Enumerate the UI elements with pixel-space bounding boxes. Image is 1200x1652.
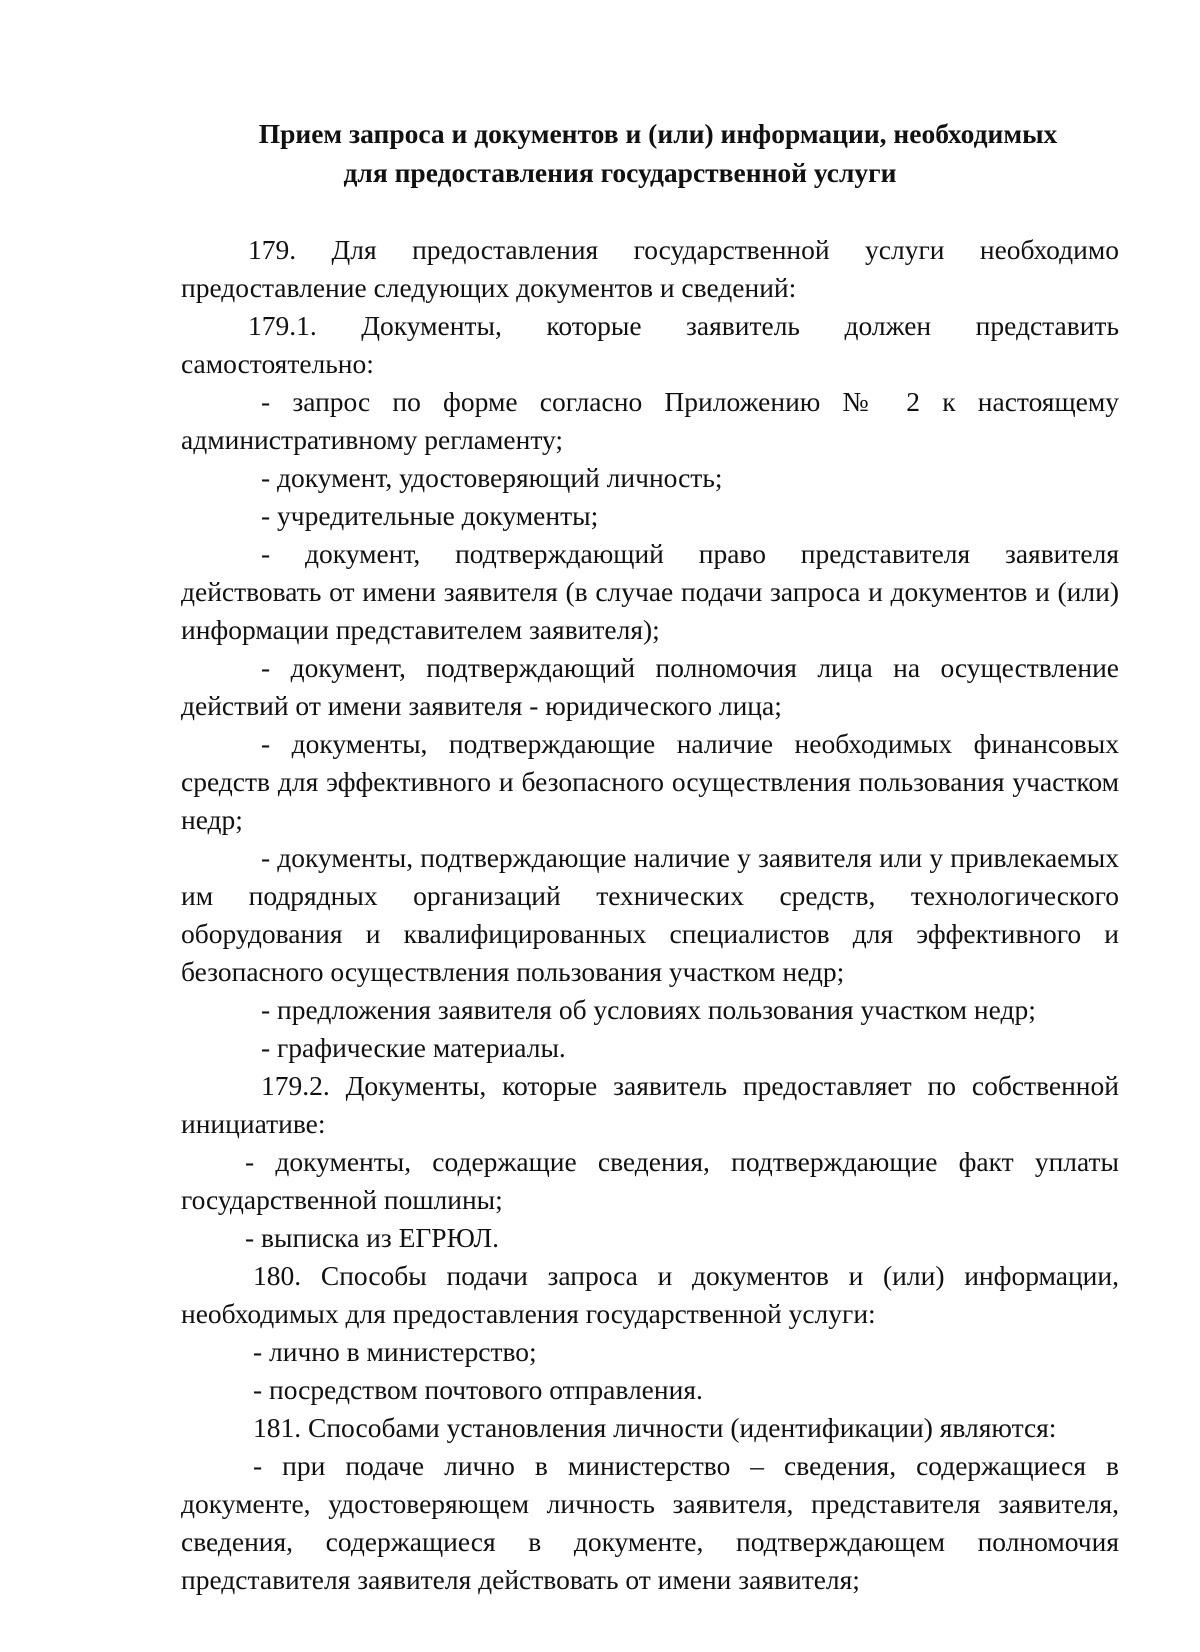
paragraph-179: 179. Для предоставления государственной услуги необходимо предоставление следующих документов и сведений: [181, 234, 1119, 303]
list-item: - документ, подтверждающий право представителя заявителя действовать от имени заявителя (в случае подачи запроса и документов и (или) информации представителем заявителя); [181, 538, 1119, 645]
list-item: - при подаче лично в министерство – сведения, содержащиеся в документе, удостоверяющем личность заявителя, представителя заявителя, сведения, содержащиеся в документе, подтверждающем полномочия представителя заявителя действовать от имени заявителя; [181, 1450, 1119, 1595]
list-item: - документ, удостоверяющий личность; [261, 462, 723, 493]
paragraph-180: 180. Способы подачи запроса и документов и (или) информации, необходимых для предоставления государственной услуги: [181, 1260, 1119, 1329]
list-item: - документы, содержащие сведения, подтверждающие факт уплаты государственной пошлины; [181, 1146, 1119, 1215]
list-item: - документы, подтверждающие наличие необходимых финансовых средств для эффективного и безопасного осуществления пользования участком недр; [181, 728, 1119, 835]
list-item: - запрос по форме согласно Приложению № 2 к настоящему административному регламенту; [181, 386, 1119, 455]
heading-line-1: Прием запроса и документов и (или) информации, необходимых [258, 118, 1058, 149]
list-item: - документы, подтверждающие наличие у заявителя или у привлекаемых им подрядных организаций технических средств, технологического оборудования и квалифицированных специалистов для эффективного и безопасного осуществления пользования участком недр; [181, 842, 1119, 987]
heading-line-2: для предоставления государственной услуги [343, 157, 897, 188]
paragraph-179-2: 179.2. Документы, которые заявитель предоставляет по собственной инициативе: [181, 1070, 1119, 1139]
document-body [181, 231, 1119, 1599]
paragraph-179-1: 179.1. Документы, которые заявитель должен представить самостоятельно: [181, 310, 1119, 379]
list-item: - документ, подтверждающий полномочия лица на осуществление действий от имени заявителя - юридического лица; [181, 652, 1119, 721]
list-item: - выписка из ЕГРЮЛ. [245, 1222, 500, 1253]
list-item: - предложения заявителя об условиях пользования участком недр; [261, 994, 1036, 1025]
paragraph-181: 181. Способами установления личности (идентификации) являются: [253, 1412, 1057, 1443]
list-item: - лично в министерство; [253, 1336, 537, 1367]
list-item: - графические материалы. [261, 1032, 566, 1063]
list-item: - учредительные документы; [261, 500, 599, 531]
document-heading [0, 114, 1200, 192]
list-item: - посредством почтового отправления. [253, 1374, 703, 1405]
